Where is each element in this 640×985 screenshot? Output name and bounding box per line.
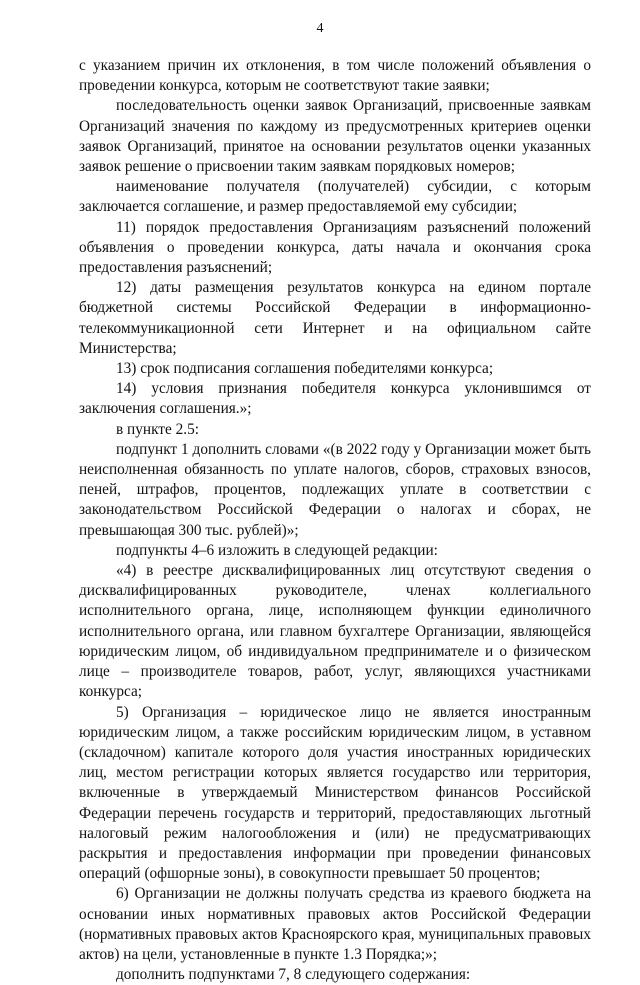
page-number: 4: [316, 21, 324, 36]
paragraph: подпункты 4–6 изложить в следующей редакции:: [116, 541, 438, 559]
paragraph: 6) Организации не должны получать средства из краевого бюджета на основании иных нормативных правовых актов Российской Федерации (нормативных правовых актов Красноярского края, муниципальных правовых актов) на цели, установленные в пункте 1.3 Порядка;»;: [79, 885, 591, 963]
paragraph: последовательность оценки заявок Организаций, присвоенные заявкам Организаций значения по каждому из предусмотренных критериев оценки заявок Организаций, принятое на основании результатов оценки указанных заявок решение о присвоении таким заявкам порядковых номеров;: [79, 97, 591, 176]
paragraph: наименование получателя (получателей) субсидии, с которым заключается соглашение, и размер предоставляемой ему субсидии;: [79, 178, 591, 216]
paragraph: 11) порядок предоставления Организациям разъяснений положений объявления о проведении конкурса, даты начала и окончания срока предоставления разъяснений;: [79, 218, 591, 277]
paragraph: с указанием причин их отклонения, в том числе положений объявления о проведении конкурса, которым не соответствуют такие заявки;: [79, 57, 591, 95]
paragraph: 14) условия признания победителя конкурса уклонившимся от заключения соглашения.»;: [79, 380, 591, 418]
paragraph: подпункт 1 дополнить словами «(в 2022 году у Организации может быть неисполненная обязанность по уплате налогов, сборов, страховых взносов, пеней, штрафов, процентов, подлежащих уплате в соответствии с законодательством Российской Федерации о налогах и сборах, не превышающая 300 тыс. рублей)»;: [79, 440, 591, 539]
paragraph: 13) срок подписания соглашения победителями конкурса;: [116, 360, 494, 378]
paragraph: в пункте 2.5:: [116, 420, 199, 438]
paragraph: 12) даты размещения результатов конкурса на едином портале бюджетной системы Российской Федерации в информационно-телекоммуникационной сети Интернет и на официальном сайте Министерства;: [79, 279, 591, 357]
document-body: [79, 56, 591, 985]
paragraph: «4) в реестре дисквалифицированных лиц отсутствуют сведения о дисквалифицированных руководителе, членах коллегиального исполнительного органа, лице, исполняющем функции единоличного исполнительного органа, или главном бухгалтере Организации, являющейся юридическим лицом, об индивидуальном предпринимателе и о физическом лице – производителе товаров, работ, услуг, являющихся участниками конкурса;: [79, 562, 591, 701]
paragraph: дополнить подпунктами 7, 8 следующего содержания:: [116, 966, 471, 984]
paragraph: 5) Организация – юридическое лицо не является иностранным юридическим лицом, а также российским юридическим лицом, в уставном (складочном) капитале которого доля участия иностранных юридических лиц, местом регистрации которых является государство или территория, включенные в утверждаемый Министерством финансов Российской Федерации перечень государств и территорий, предоставляющих льготный налоговый режим налогообложения и (или) не предусматривающих раскрытия и предоставления информации при проведении финансовых операций (офшорные зоны), в совокупности превышает 50 процентов;: [79, 703, 591, 883]
